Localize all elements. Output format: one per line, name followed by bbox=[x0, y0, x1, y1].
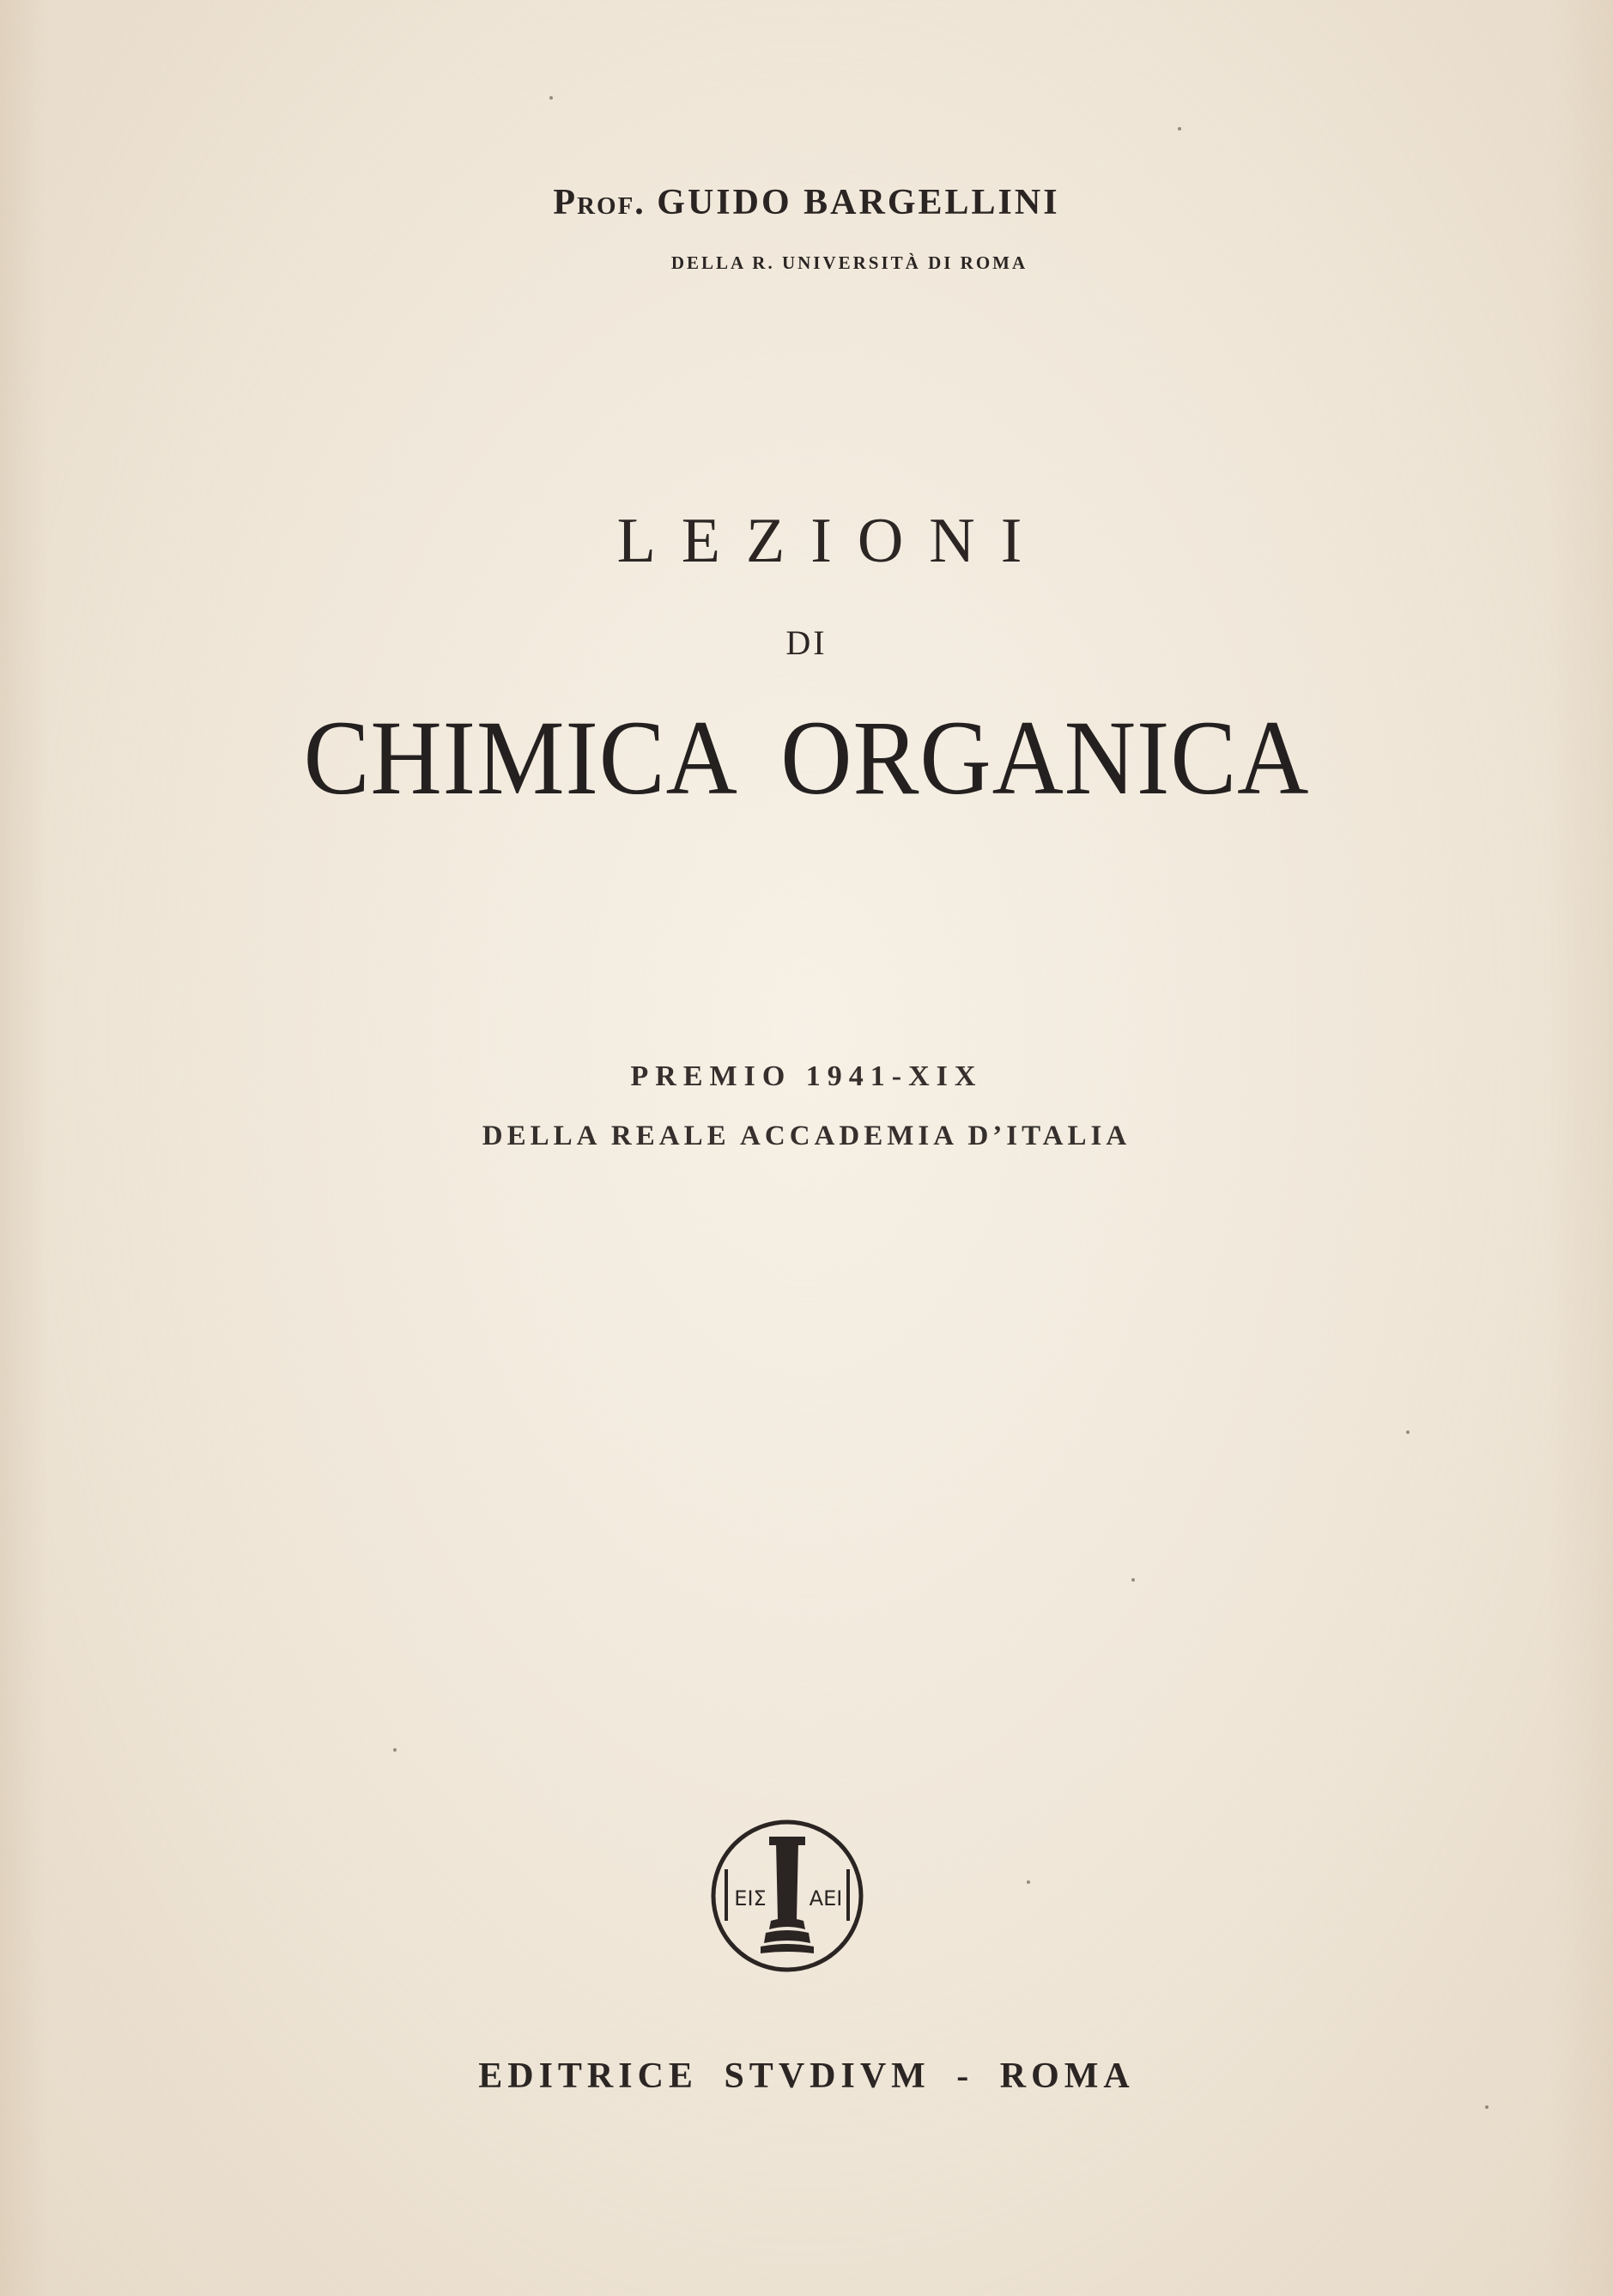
emblem-text-left: ΕΙΣ bbox=[734, 1886, 767, 1910]
author-name: GUIDO BARGELLINI bbox=[657, 183, 1060, 222]
paper-speck bbox=[1027, 1880, 1030, 1884]
author-line bbox=[0, 182, 1613, 223]
paper-speck bbox=[1406, 1430, 1410, 1434]
paper-speck bbox=[1485, 2105, 1489, 2109]
paper-speck bbox=[1131, 1578, 1135, 1582]
title-lezioni: LEZIONI bbox=[616, 506, 1048, 576]
paper-speck bbox=[549, 96, 553, 100]
paper-speck bbox=[393, 1748, 397, 1752]
book-title: CHIMICA ORGANICA bbox=[303, 699, 1310, 817]
column-emblem-icon bbox=[707, 1816, 867, 1976]
emblem-text-right: ΑΕΙ bbox=[809, 1886, 843, 1910]
publisher-line: EDITRICE STVDIVM - ROMA bbox=[478, 2056, 1135, 2096]
title-di: DI bbox=[785, 623, 828, 662]
award-line-1: PREMIO 1941-XIX bbox=[630, 1060, 983, 1092]
paper-speck bbox=[1178, 127, 1181, 131]
author-affiliation: DELLA R. UNIVERSITÀ DI ROMA bbox=[670, 252, 1028, 273]
author-prefix: Prof. bbox=[553, 183, 646, 222]
award-line-2: DELLA REALE ACCADEMIA D’ITALIA bbox=[482, 1121, 1131, 1151]
